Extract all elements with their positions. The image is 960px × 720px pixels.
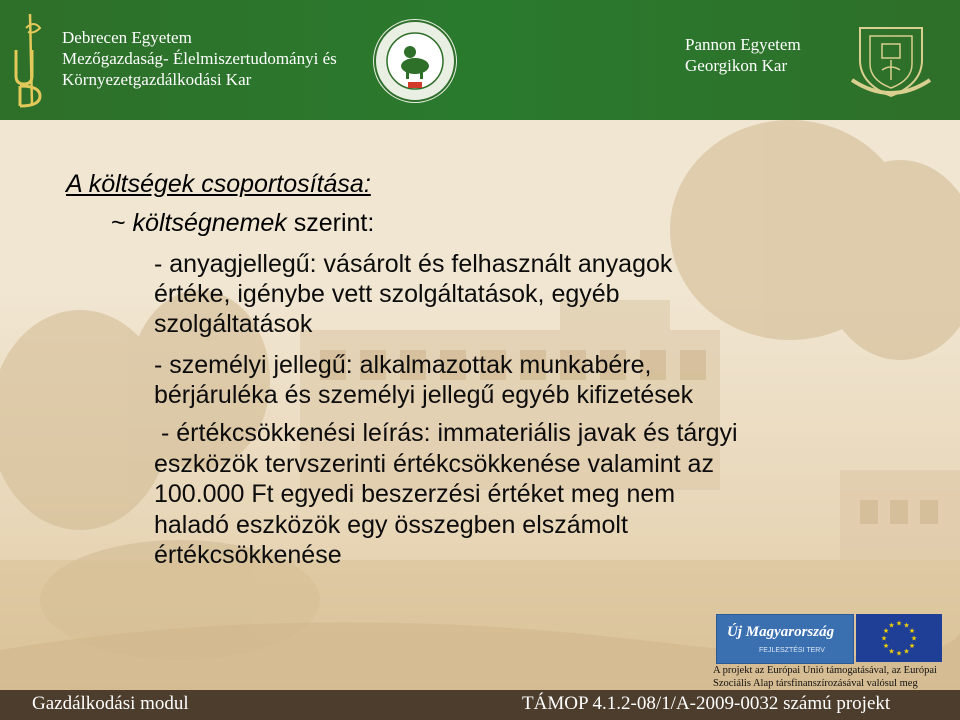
- footer-module-name: Gazdálkodási modul: [32, 693, 189, 714]
- slide-title: A költségek csoportosítása:: [66, 170, 371, 198]
- right-institution-name: [685, 34, 801, 76]
- left-institution-line2: Mezőgazdaság- Élelmiszertudományi és: [62, 49, 337, 68]
- eu-stars-icon: [856, 614, 942, 662]
- uj-magyarorszag-logo: [716, 614, 854, 664]
- eu-star-icon: ★: [903, 648, 910, 656]
- list-item-line: értéke, igénybe vett szolgáltatások, egyéb: [154, 280, 620, 308]
- list-item-material-costs: [154, 249, 672, 339]
- eu-star-icon: ★: [888, 648, 895, 656]
- list-item-line: - anyagjellegű: vásárolt és felhasznált anyagok: [154, 250, 673, 278]
- list-item-line: haladó eszközök egy összegben elszámolt: [154, 510, 628, 539]
- eu-star-icon: ★: [882, 643, 890, 650]
- pannon-university-crest-logo: [846, 14, 936, 104]
- eu-note-line2: Szociális Alap társfinanszírozásával valósul meg: [713, 678, 918, 689]
- ud-logo: [6, 10, 54, 110]
- subtitle-rest: szerint:: [286, 209, 375, 237]
- list-item-line: szolgáltatások: [154, 310, 313, 338]
- eu-star-icon: ★: [908, 628, 916, 635]
- eu-star-icon: ★: [888, 622, 895, 630]
- right-institution-line2: Georgikon Kar: [685, 56, 788, 75]
- slide-subtitle: [111, 209, 374, 238]
- left-institution-line3: Környezetgazdálkodási Kar: [62, 70, 252, 89]
- eu-star-icon: ★: [895, 650, 903, 658]
- eu-note-line1: A projekt az Európai Unió támogatásával, az Európai: [713, 665, 937, 676]
- footer-project-id: TÁMOP 4.1.2-08/1/A-2009-0032 számú projekt: [522, 693, 891, 714]
- funding-badges: [716, 614, 950, 666]
- uj-magyarorszag-text: Új Magyarország: [727, 624, 835, 640]
- eu-star-icon: ★: [908, 643, 916, 650]
- eu-star-icon: ★: [903, 622, 910, 630]
- list-item-depreciation: [154, 418, 738, 571]
- eu-star-icon: ★: [910, 635, 918, 643]
- eu-star-icon: ★: [882, 628, 890, 635]
- left-institution-line1: Debrecen Egyetem: [62, 28, 192, 47]
- list-item-line: - értékcsökkenési leírás: immateriális javak és tárgyi: [161, 419, 738, 447]
- list-item-line: értékcsökkenése: [154, 541, 342, 569]
- list-item-line: eszközök tervszerinti értékcsökkenése valamint az: [154, 449, 714, 478]
- uj-magyarorszag-subtext: FEJLESZTÉSI TERV: [759, 647, 825, 654]
- footer-bar: [0, 690, 960, 720]
- eu-flag-icon: [856, 614, 942, 662]
- subtitle-emphasis: költségnemek: [132, 209, 287, 237]
- list-item-personnel-costs: [154, 350, 693, 410]
- eu-star-icon: ★: [895, 620, 903, 628]
- list-item-line: - személyi jellegű: alkalmazottak munkabére,: [154, 351, 652, 379]
- header-band: [0, 0, 960, 120]
- list-item-line: 100.000 Ft egyedi beszerzési értéket meg nem: [154, 480, 676, 508]
- eu-star-icon: ★: [880, 635, 888, 643]
- list-item-line: bérjáruléka és személyi jellegű egyéb kifizetések: [154, 381, 694, 409]
- eu-funding-note: [713, 664, 953, 690]
- left-institution-name: [62, 27, 337, 90]
- subtitle-prefix: ~: [111, 209, 133, 237]
- right-institution-line1: Pannon Egyetem: [685, 35, 801, 54]
- agricultural-seal-logo: [372, 18, 458, 104]
